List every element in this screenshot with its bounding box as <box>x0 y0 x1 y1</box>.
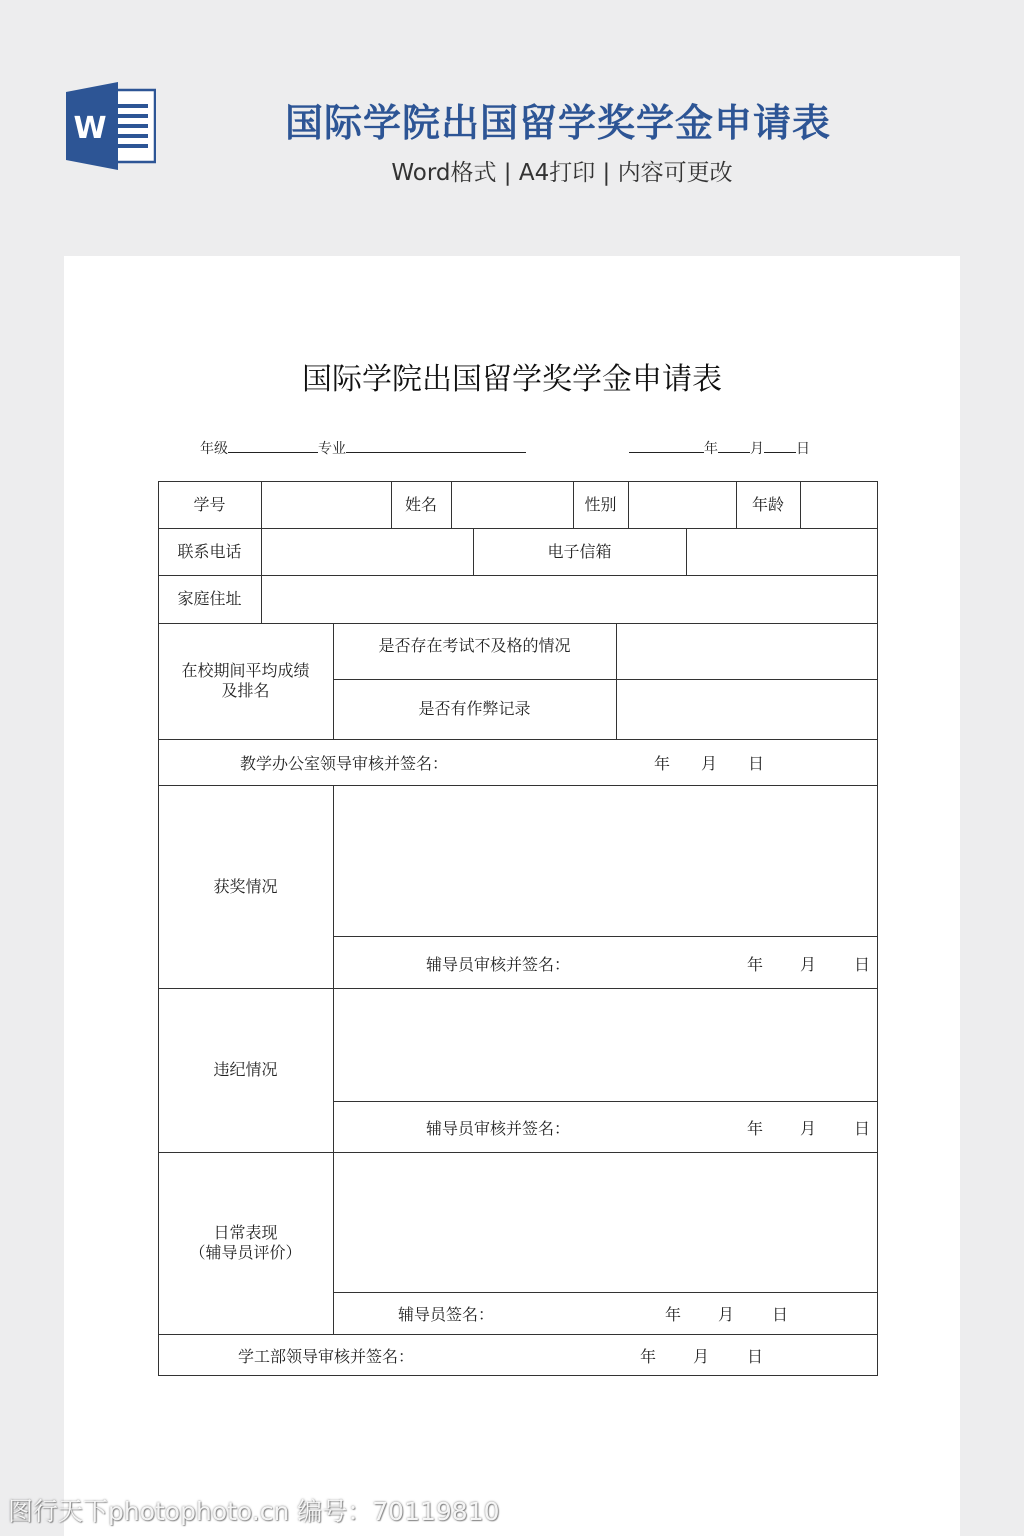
age-input[interactable] <box>801 482 876 527</box>
date-month-label: 月 <box>750 441 764 457</box>
awards-sign-year: 年 <box>747 955 764 974</box>
violations-counselor-sign-label: 辅导员审核并签名： <box>426 1119 571 1138</box>
word-icon-letter: W <box>73 111 107 146</box>
gender-label: 性别 <box>584 494 617 514</box>
email-input[interactable] <box>687 529 876 574</box>
violations-label: 违纪情况 <box>213 1060 278 1079</box>
phone-label: 联系电话 <box>177 541 242 561</box>
counselor-sign-month: 月 <box>718 1305 735 1324</box>
address-label: 家庭住址 <box>177 589 242 608</box>
date-month-blank[interactable] <box>718 438 750 453</box>
gpa-rank-label-line2: 及排名 <box>221 681 270 700</box>
counselor-sign-label: 辅导员签名： <box>398 1305 495 1324</box>
name-label: 姓名 <box>404 494 437 514</box>
counselor-sign-day: 日 <box>772 1305 789 1324</box>
student-id-label: 学号 <box>193 494 226 514</box>
gpa-rank-label <box>158 623 333 739</box>
date-field <box>629 438 810 458</box>
date-year-label: 年 <box>704 441 718 457</box>
phone-input[interactable] <box>262 529 472 574</box>
gender-input[interactable] <box>629 482 735 527</box>
watermark-text: 图行天下photophoto.cn 编号：70119810 <box>8 1497 500 1526</box>
awards-label: 获奖情况 <box>213 876 278 896</box>
office-sign-label: 教学办公室领导审核并签名： <box>240 754 449 773</box>
violations-input[interactable] <box>334 989 876 1100</box>
date-day-blank[interactable] <box>764 438 796 453</box>
office-sign-month: 月 <box>701 754 718 773</box>
word-document-icon <box>66 82 156 170</box>
major-label: 专业 <box>318 441 346 457</box>
violations-sign-month: 月 <box>800 1119 817 1138</box>
office-sign-year: 年 <box>654 754 671 773</box>
student-affairs-sign-label: 学工部领导审核并签名： <box>238 1347 415 1366</box>
awards-sign-day: 日 <box>854 955 871 974</box>
document-page <box>64 256 960 1536</box>
document-title: 国际学院出国留学奖学金申请表 <box>302 362 722 397</box>
cheating-label: 是否有作弊记录 <box>418 699 531 718</box>
daily-performance-label-line2: （辅导员评价） <box>189 1243 302 1262</box>
student-affairs-sign-year: 年 <box>640 1347 657 1366</box>
banner-subtitle: Word格式 | A4打印 | 内容可更改 <box>391 160 733 186</box>
date-day-label: 日 <box>796 441 810 457</box>
violations-sign-day: 日 <box>854 1119 871 1138</box>
major-blank[interactable] <box>346 438 526 453</box>
email-label: 电子信箱 <box>547 541 612 561</box>
date-year-blank[interactable] <box>629 438 704 453</box>
student-affairs-sign-day: 日 <box>747 1347 764 1366</box>
banner-title: 国际学院出国留学奖学金申请表 <box>284 101 831 145</box>
grade-field <box>200 438 526 458</box>
name-input[interactable] <box>452 482 572 527</box>
awards-input[interactable] <box>334 786 876 935</box>
failed-exam-input[interactable] <box>617 624 876 678</box>
application-form-table <box>158 481 878 1376</box>
student-id-input[interactable] <box>262 482 390 527</box>
daily-performance-label-line1: 日常表现 <box>213 1223 278 1242</box>
student-affairs-sign-month: 月 <box>693 1347 710 1366</box>
violations-sign-year: 年 <box>747 1119 764 1138</box>
daily-performance-input[interactable] <box>334 1153 876 1291</box>
office-sign-day: 日 <box>748 754 765 773</box>
cheating-input[interactable] <box>617 680 876 738</box>
grade-blank[interactable] <box>228 438 318 453</box>
daily-performance-label <box>158 1152 333 1334</box>
awards-sign-month: 月 <box>800 955 817 974</box>
failed-exam-label: 是否存在考试不及格的情况 <box>378 635 571 655</box>
grade-label: 年级 <box>200 441 228 457</box>
counselor-sign-year: 年 <box>665 1305 682 1324</box>
age-label: 年龄 <box>751 494 784 514</box>
address-input[interactable] <box>262 576 876 622</box>
gpa-rank-label-line1: 在校期间平均成绩 <box>181 661 310 680</box>
awards-counselor-sign-label: 辅导员审核并签名： <box>426 955 571 974</box>
